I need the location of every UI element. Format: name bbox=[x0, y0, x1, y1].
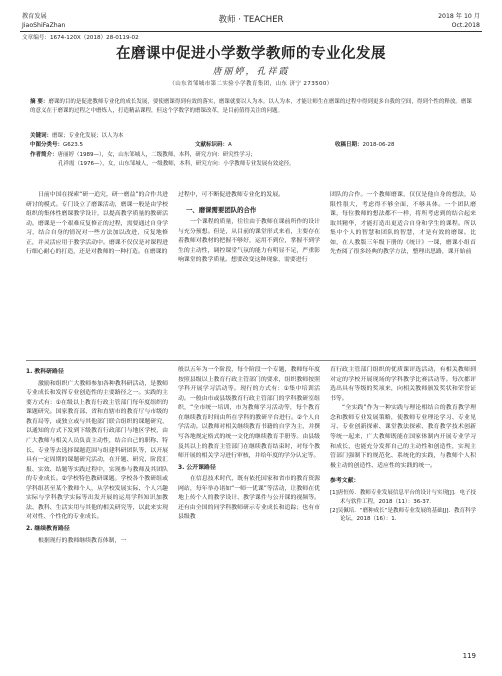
subsection-heading: 3. 公开课路径 bbox=[178, 464, 216, 471]
paragraph: 日前中国在探索“研一追究，研一磨益”的合作共进研讨的模式。专门设立了磨课活动，磨课一般是由学校组织的集体性磨课教学设计，以提高教学质量的教研活动。磨课是一个艰难反复修正的过程，需要通过自身学习，结合自身的情况对一些方法加以改进，反复地修正，并灵活应用于教学活动中。磨课不仅仅是对课程进行细心耐心的打造，还是对教师的一种打造。在磨课的 bbox=[26, 192, 168, 256]
reference-item: [2]吴佩培．“磨种成长”是教师专业发展的基础[J]．教育科学论坛，2018（16）：1． bbox=[330, 507, 476, 523]
paragraph: 般以五年为一个阶段，每个阶段一个专题，教师每年度按照县级以上教育行政主管部门的要求，组织教师按照学科开展学习活动等。现行的方式有：①集中培训活动。一般由市或县级教育行政主管部门的学科教研室组织，“全市统一培训，市为教师学习活动等，每个教育在继续教育时间由所在学科的教研平台进行。②个人自学活动。以教师对相关继续教育书籍的自学为主，并撰写各地规定格式的统一文化的继续教育手册等。由县级及其以上的教育主管部门在继续教育结束时，对每个教师开展的相关学习进行审核，并给年度的学分认定等。 bbox=[178, 367, 320, 460]
received-label: 收稿日期： bbox=[335, 142, 363, 148]
paragraph: 团队的合作。一个教师磨课，仅仅是他自身的想法，局限性很大，考虑得不够全面，不够具体。一个团队磨课，每位教师的想法都不一样，将所考虑到的结合起来取其精华，才能打造出更适合自身和学生的课程。所以集中个人的智慧和团队的智慧，才是有效的磨课。比如，在人教版三年级下册的《统计》一课，磨课小组首先查阅了很多经典的教学方法，整理出思路，课开始前 bbox=[330, 192, 476, 256]
issue-date bbox=[438, 13, 480, 30]
page-number: 119 bbox=[462, 652, 476, 660]
running-header-title: 教师 · TEACHER bbox=[218, 15, 284, 25]
paragraph: 一个课程的质量，往往由于教师在课前所作的设计与充分预想。但是，从目前的课堂形式来看，主要存在着教师对教材的把握不够好，运用不到位，掌握不到学生的主动性，调控课堂气氛的能力有明显不足，严重影响课堂的教学质量。想要改变这种现象，需要进行 bbox=[178, 218, 320, 264]
section-heading: 一、磨课需要团队的合作 bbox=[186, 205, 257, 214]
received-date bbox=[335, 142, 394, 150]
clc-number bbox=[30, 142, 83, 150]
article-metadata bbox=[30, 142, 472, 150]
references-heading: 参考文献： bbox=[330, 478, 360, 485]
clc-label: 中图分类号： bbox=[30, 142, 64, 148]
body-column-6 bbox=[330, 366, 476, 524]
author-bio-2: 孔祥霞（1976—），女，山东邹城人，一级教师，本科，研究方向：小学教师专业发展有效途径。 bbox=[58, 160, 295, 167]
author-bio-1: 唐丽婷（1989—），女，山东邹城人，二级教师，本科，研究方向：研究性学习； bbox=[57, 152, 256, 158]
paragraph: 根据现行的教师继续教育体制，一 bbox=[38, 537, 127, 544]
paragraph: 在信息技术时代，既有依托国家和省市的教育资源网站，每年举办诸如“一师一优课”等活动，让教师在优地上传个人的教学设计、教学课件与公开课的视频等。还有由全国的同学科教师研示专业成长和追踪；也有市县级教 bbox=[178, 476, 320, 521]
clc-value: G623.5 bbox=[63, 142, 84, 148]
body-column-5 bbox=[178, 366, 320, 523]
section-divider bbox=[26, 360, 476, 361]
keywords bbox=[30, 133, 472, 141]
issue-date-en: Oct.2018 bbox=[451, 21, 480, 29]
abstract-text: 磨课的目的是促进教师专业化的成长发展，要使磨课得到有效的落实，磨课就要以人为本。以人为本，才能让师生在磨课的过程中得到更多自我的空间，得到个性的释放。磨课的意义在于磨课的过程之中磨炼人，打造精品课程，但这个学数学的磨课改革，是目前值得关注的问题。 bbox=[30, 99, 472, 114]
issue-date-cn: 2018 年 10 月 bbox=[438, 13, 480, 20]
body-column-2 bbox=[178, 191, 320, 266]
body-column-4 bbox=[26, 366, 168, 546]
author-affiliation: （山东省邹城市第二实验小学教育集团，山东 济宁 273500） bbox=[169, 81, 333, 87]
keywords-text: 磨课；专业化发展；以人为本 bbox=[52, 133, 124, 139]
doc-code-label: 文献标识码： bbox=[195, 142, 229, 148]
paragraph: 过程中，可不断促进教师专业化的发展。 bbox=[178, 192, 285, 198]
document-code bbox=[195, 142, 232, 150]
author-bio bbox=[30, 151, 472, 169]
paragraph: 激励和组织广大教师参加各种教科研活动，是教师专业成长和发挥专业创造性的主要路径之一。实践的主要方式有：①在级以上教育行政主管部门每年度组织的课题研究。国家教育部、省和直辖市的教育厅与市级的教育局等，或独立或与其他部门联合组织的课题研究，以通知的方式下发到下级教育行政部门与地区学校，由广大教师与相关人员负责主动性，结合自己的职称、特长、专业等去选择课题范围与组建科研团队等，以开展具有一定周期的课题研究活动，在开题、研究、阶段汇报、实效、结题等实践过程中，实现参与教师及其团队的专业成长。②学校特色教研课题。学校各个教研组或学科组甚至某个教师个人，从学校发展实际、个人兴趣实际与学科教学实际等出发开展的运用学科知识加教法、教科、生活实用与其他的相关研究等，以此来实现对对性、个性化的专业成长。 bbox=[26, 380, 168, 521]
references bbox=[330, 477, 476, 524]
body-column-3 bbox=[330, 191, 476, 258]
reference-item: [1]唐恒传．教师专业发展信息平台的设计与实现[J]．电子技术与软件工程，2018（11）：36-37． bbox=[330, 489, 476, 505]
body-column-1 bbox=[26, 191, 168, 258]
article-number: 文章编号：1674-120X（2018）28-0119-02 bbox=[22, 35, 139, 41]
subsection-heading: 2. 继续教育路径 bbox=[26, 526, 70, 532]
doc-code-value: A bbox=[228, 142, 232, 148]
paragraph: “全实践”作为一种实践与理论相结合的教育教学理念和教师专业发展策略，使教师专业理论学习、专业见习、专业创新探索、课堂教法探索、教育教学技术创新等统一起来，广大教师既能在国家体制内开展专业学习和成长，也能充分发挥自己的主动性和创造性，实现主管部门强制下的规范化、系统化的实践，与教师个人积极主动的创造性、适应性的实践的统一。 bbox=[330, 405, 476, 469]
abstract bbox=[30, 98, 472, 115]
author-bio-label: 作者简介： bbox=[30, 152, 58, 158]
abstract-label: 摘 要： bbox=[30, 99, 49, 105]
header-rule bbox=[20, 31, 482, 32]
paragraph: 育行政主管部门组织的优质课评选活动，有相关教师到对定的学校开展现场的学科教学比赛活动等。每次都评选出具有等级的奖项来，向相关教师颁发奖状和荣誉证书等。 bbox=[330, 367, 476, 402]
subsection-heading: 1. 教科研路径 bbox=[26, 369, 64, 375]
keywords-label: 关键词： bbox=[30, 133, 53, 139]
article-title: 在磨课中促进小学数学教师的专业化发展 bbox=[116, 46, 386, 62]
journal-name-cn: 教育发展 bbox=[22, 13, 47, 20]
journal-name-pinyin: JiaoShiFaZhan bbox=[22, 21, 66, 29]
article-authors: 唐丽婷，孔祥霞 bbox=[212, 67, 290, 77]
received-value: 2018-06-28 bbox=[362, 142, 395, 148]
